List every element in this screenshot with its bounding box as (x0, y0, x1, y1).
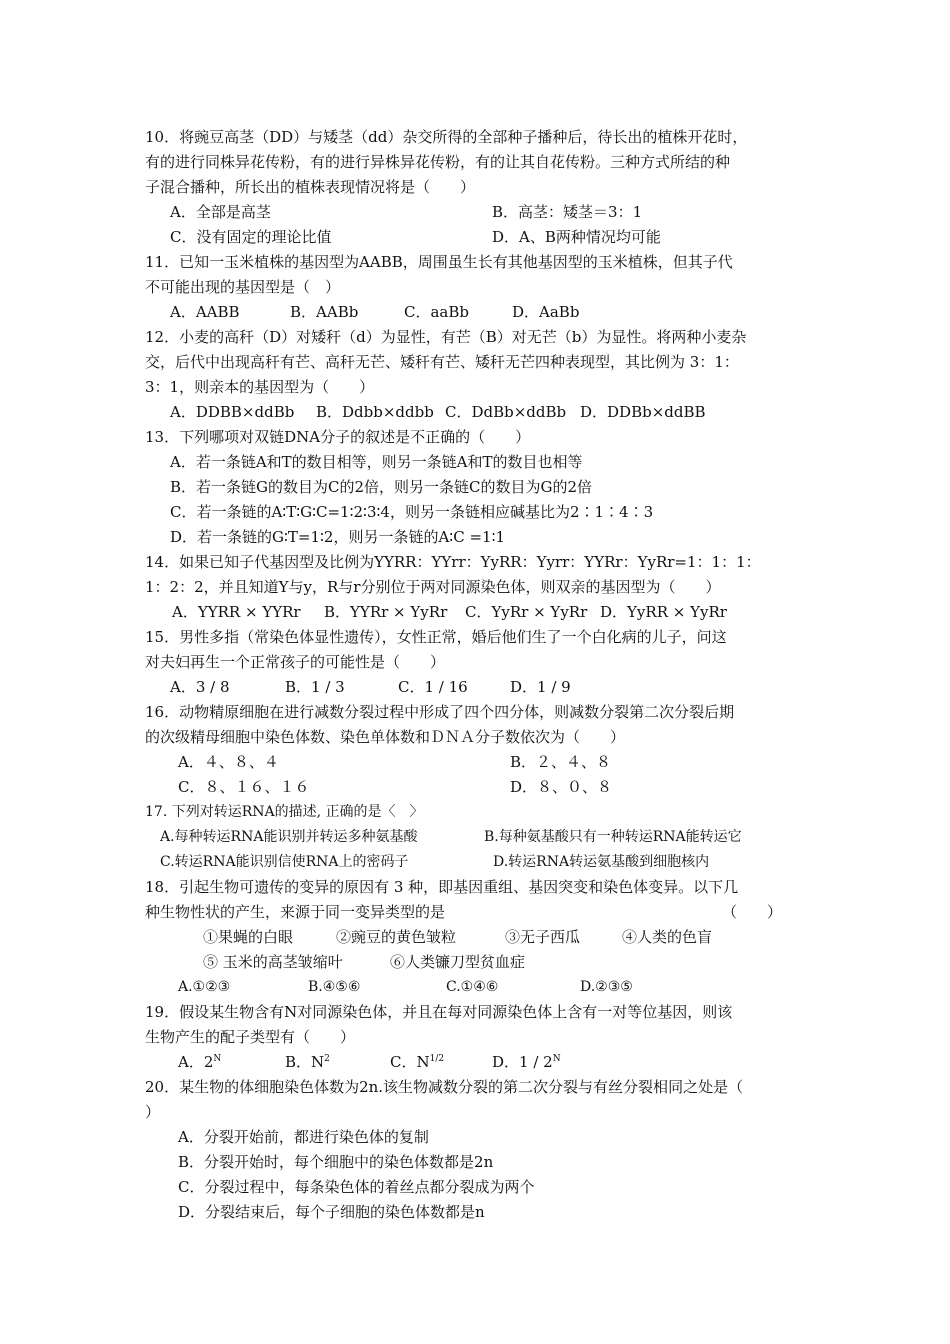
q20-option-c: C．分裂过程中，每条染色体的着丝点都分裂成为两个 (178, 1178, 535, 1196)
q10-option-d: D．A、B两种情况均可能 (492, 228, 661, 246)
q19-stem-line-1: 19．假设某生物含有N对同源染色体，并且在每对同源染色体上含有一对等位基因，则该 (145, 1003, 733, 1021)
q12-stem-line-1: 12．小麦的高秆（D）对矮秆（d）为显性，有芒（B）对无芒（b）为显性。将两种小麦杂 (145, 328, 747, 346)
q19-option-a: A．$2^N$ (178, 1053, 222, 1071)
q18-item-6: ⑥人类镰刀型贫血症 (390, 953, 526, 971)
q10-stem-line-3: 子混合播种，所长出的植株表现情况将是（ ） (145, 178, 476, 196)
q20-option-a: A．分裂开始前，都进行染色体的复制 (178, 1128, 429, 1146)
q18-item-3: ③无子西瓜 (505, 928, 581, 946)
q11-stem-line-1: 11．已知一玉米植株的基因型为AABB，周围虽生长有其他基因型的玉米植株，但其子代 (145, 253, 733, 271)
q18-answer-blank: （ ） (722, 903, 783, 921)
q12-stem-line-2: 交，后代中出现高秆有芒、高秆无芒、矮秆有芒、矮秆无芒四种表现型，其比例为 3：1： (145, 353, 739, 371)
q18-item-4: ④人类的色盲 (622, 928, 713, 946)
q15-stem-line-2: 对夫妇再生一个正常孩子的可能性是（ ） (145, 653, 446, 671)
q18-item-1: ①果蝇的白眼 (203, 928, 294, 946)
q20-stem-line-2: ） (145, 1103, 161, 1121)
q10-stem-line-2: 有的进行同株异花传粉，有的进行异株异花传粉，有的让其自花传粉。三种方式所结的种 (145, 153, 731, 171)
q12-option-c: C．DdBb×ddBb (445, 403, 567, 421)
q17-stem: 17. 下列对转运RNA的描述, 正确的是〈 〉 (145, 804, 424, 820)
q12-option-a: A．DDBB×ddBb (170, 403, 295, 421)
q10-option-c: C．没有固定的理论比值 (170, 228, 332, 246)
q11-stem-line-2: 不可能出现的基因型是（ ） (145, 278, 341, 296)
q16-option-b: B．２、４、８ (510, 753, 612, 771)
q10-stem-line-1: 10．将豌豆高茎（DD）与矮茎（dd）杂交所得的全部种子播种后，待长出的植株开花时， (145, 128, 748, 146)
q16-option-a: A．４、８、４ (178, 753, 279, 771)
q16-stem-line-2: 的次级精母细胞中染色体数、染色单体数和ＤＮＡ分子数依次为（ ） (145, 728, 626, 746)
q14-stem-line-1: 14．如果已知子代基因型及比例为YYRR：YYrr：YyRR：Yyrr：YYRr：YyRr=1：1：1： (145, 553, 761, 571)
q20-option-b: B．分裂开始时，每个细胞中的染色体数都是2n (178, 1153, 494, 1171)
q17-option-b: B.每种氨基酸只有一种转运RNA能转运它 (484, 829, 742, 845)
q11-option-b: B．AABb (290, 303, 359, 321)
q12-option-b: B．Ddbb×ddbb (316, 403, 434, 421)
q18-stem-line-2: 种生物性状的产生，来源于同一变异类型的是 (145, 903, 446, 921)
q18-item-5: ⑤ 玉米的高茎皱缩叶 (203, 953, 343, 971)
q13-stem: 13．下列哪项对双链DNA分子的叙述是不正确的（ ） (145, 428, 531, 446)
q18-option-a: A.①②③ (178, 979, 231, 995)
q19-option-b: B．$N^2$ (285, 1053, 330, 1071)
q17-option-a: A.每种转运RNA能识别并转运多种氨基酸 (160, 829, 418, 845)
q18-option-b: B.④⑤⑥ (308, 979, 361, 995)
q13-option-a: A．若一条链A和T的数目相等，则另一条链A和T的数目也相等 (170, 453, 583, 471)
q15-option-b: B．1 / 3 (285, 678, 345, 696)
q11-option-d: D．AaBb (512, 303, 580, 321)
q20-stem-line-1: 20．某生物的体细胞染色体数为2n.该生物减数分裂的第二次分裂与有丝分裂相同之处是（ (145, 1078, 744, 1096)
q17-option-c: C.转运RNA能识别信使RNA上的密码子 (160, 854, 409, 870)
q10-option-a: A．全部是高茎 (170, 203, 271, 221)
q15-option-a: A．3 / 8 (170, 678, 230, 696)
q13-option-b: B．若一条链G的数目为C的2倍，则另一条链C的数目为G的2倍 (170, 478, 593, 496)
q19-option-c: C．$N^{1/2}$ (390, 1053, 445, 1071)
q18-item-2: ②豌豆的黄色皱粒 (336, 928, 457, 946)
q16-stem-line-1: 16．动物精原细胞在进行减数分裂过程中形成了四个四分体，则减数分裂第二次分裂后期 (145, 703, 735, 721)
q19-option-d: D．$1 / 2^N$ (492, 1053, 561, 1071)
q12-option-d: D．DDBb×ddBB (580, 403, 706, 421)
q18-stem-line-1: 18．引起生物可遗传的变异的原因有 3 种，即基因重组、基因突变和染色体变异。以下几 (145, 878, 739, 896)
q13-option-d: D．若一条链的G∶T=1∶2，则另一条链的A∶C =1∶1 (170, 528, 506, 546)
q14-option-c: C．YyRr × YyRr (465, 603, 588, 621)
q16-option-d: D．８、０、８ (510, 778, 613, 796)
q10-option-b: B．高茎：矮茎＝3：1 (492, 203, 643, 221)
q14-option-d: D．YyRR × YyRr (600, 603, 727, 621)
q15-stem-line-1: 15．男性多指（常染色体显性遗传），女性正常，婚后他们生了一个白化病的儿子，问这 (145, 628, 727, 646)
q12-stem-line-3: 3：1，则亲本的基因型为（ ） (145, 378, 375, 396)
q15-option-c: C．1 / 16 (398, 678, 468, 696)
q15-option-d: D．1 / 9 (510, 678, 571, 696)
q16-option-c: C．８、１６、１６ (178, 778, 310, 796)
q18-option-d: D.②③⑤ (580, 979, 633, 995)
q19-stem-line-2: 生物产生的配子类型有（ ） (145, 1028, 356, 1046)
q14-option-a: A．YYRR × YYRr (172, 603, 301, 621)
q17-option-d: D.转运RNA转运氨基酸到细胞核内 (493, 854, 710, 870)
q11-option-c: C．aaBb (404, 303, 469, 321)
q14-option-b: B．YYRr × YyRr (324, 603, 448, 621)
q20-option-d: D．分裂结束后，每个子细胞的染色体数都是n (178, 1203, 485, 1221)
q14-stem-line-2: 1：2：2，并且知道Y与y，R与r分别位于两对同源染色体，则双亲的基因型为（ ） (145, 578, 721, 596)
q11-option-a: A．AABB (170, 303, 240, 321)
q18-option-c: C.①④⑥ (446, 979, 499, 995)
q13-option-c: C．若一条链的A∶T∶G∶C=1∶2∶3∶4，则另一条链相应碱基比为2∶1∶4∶3 (170, 503, 654, 521)
